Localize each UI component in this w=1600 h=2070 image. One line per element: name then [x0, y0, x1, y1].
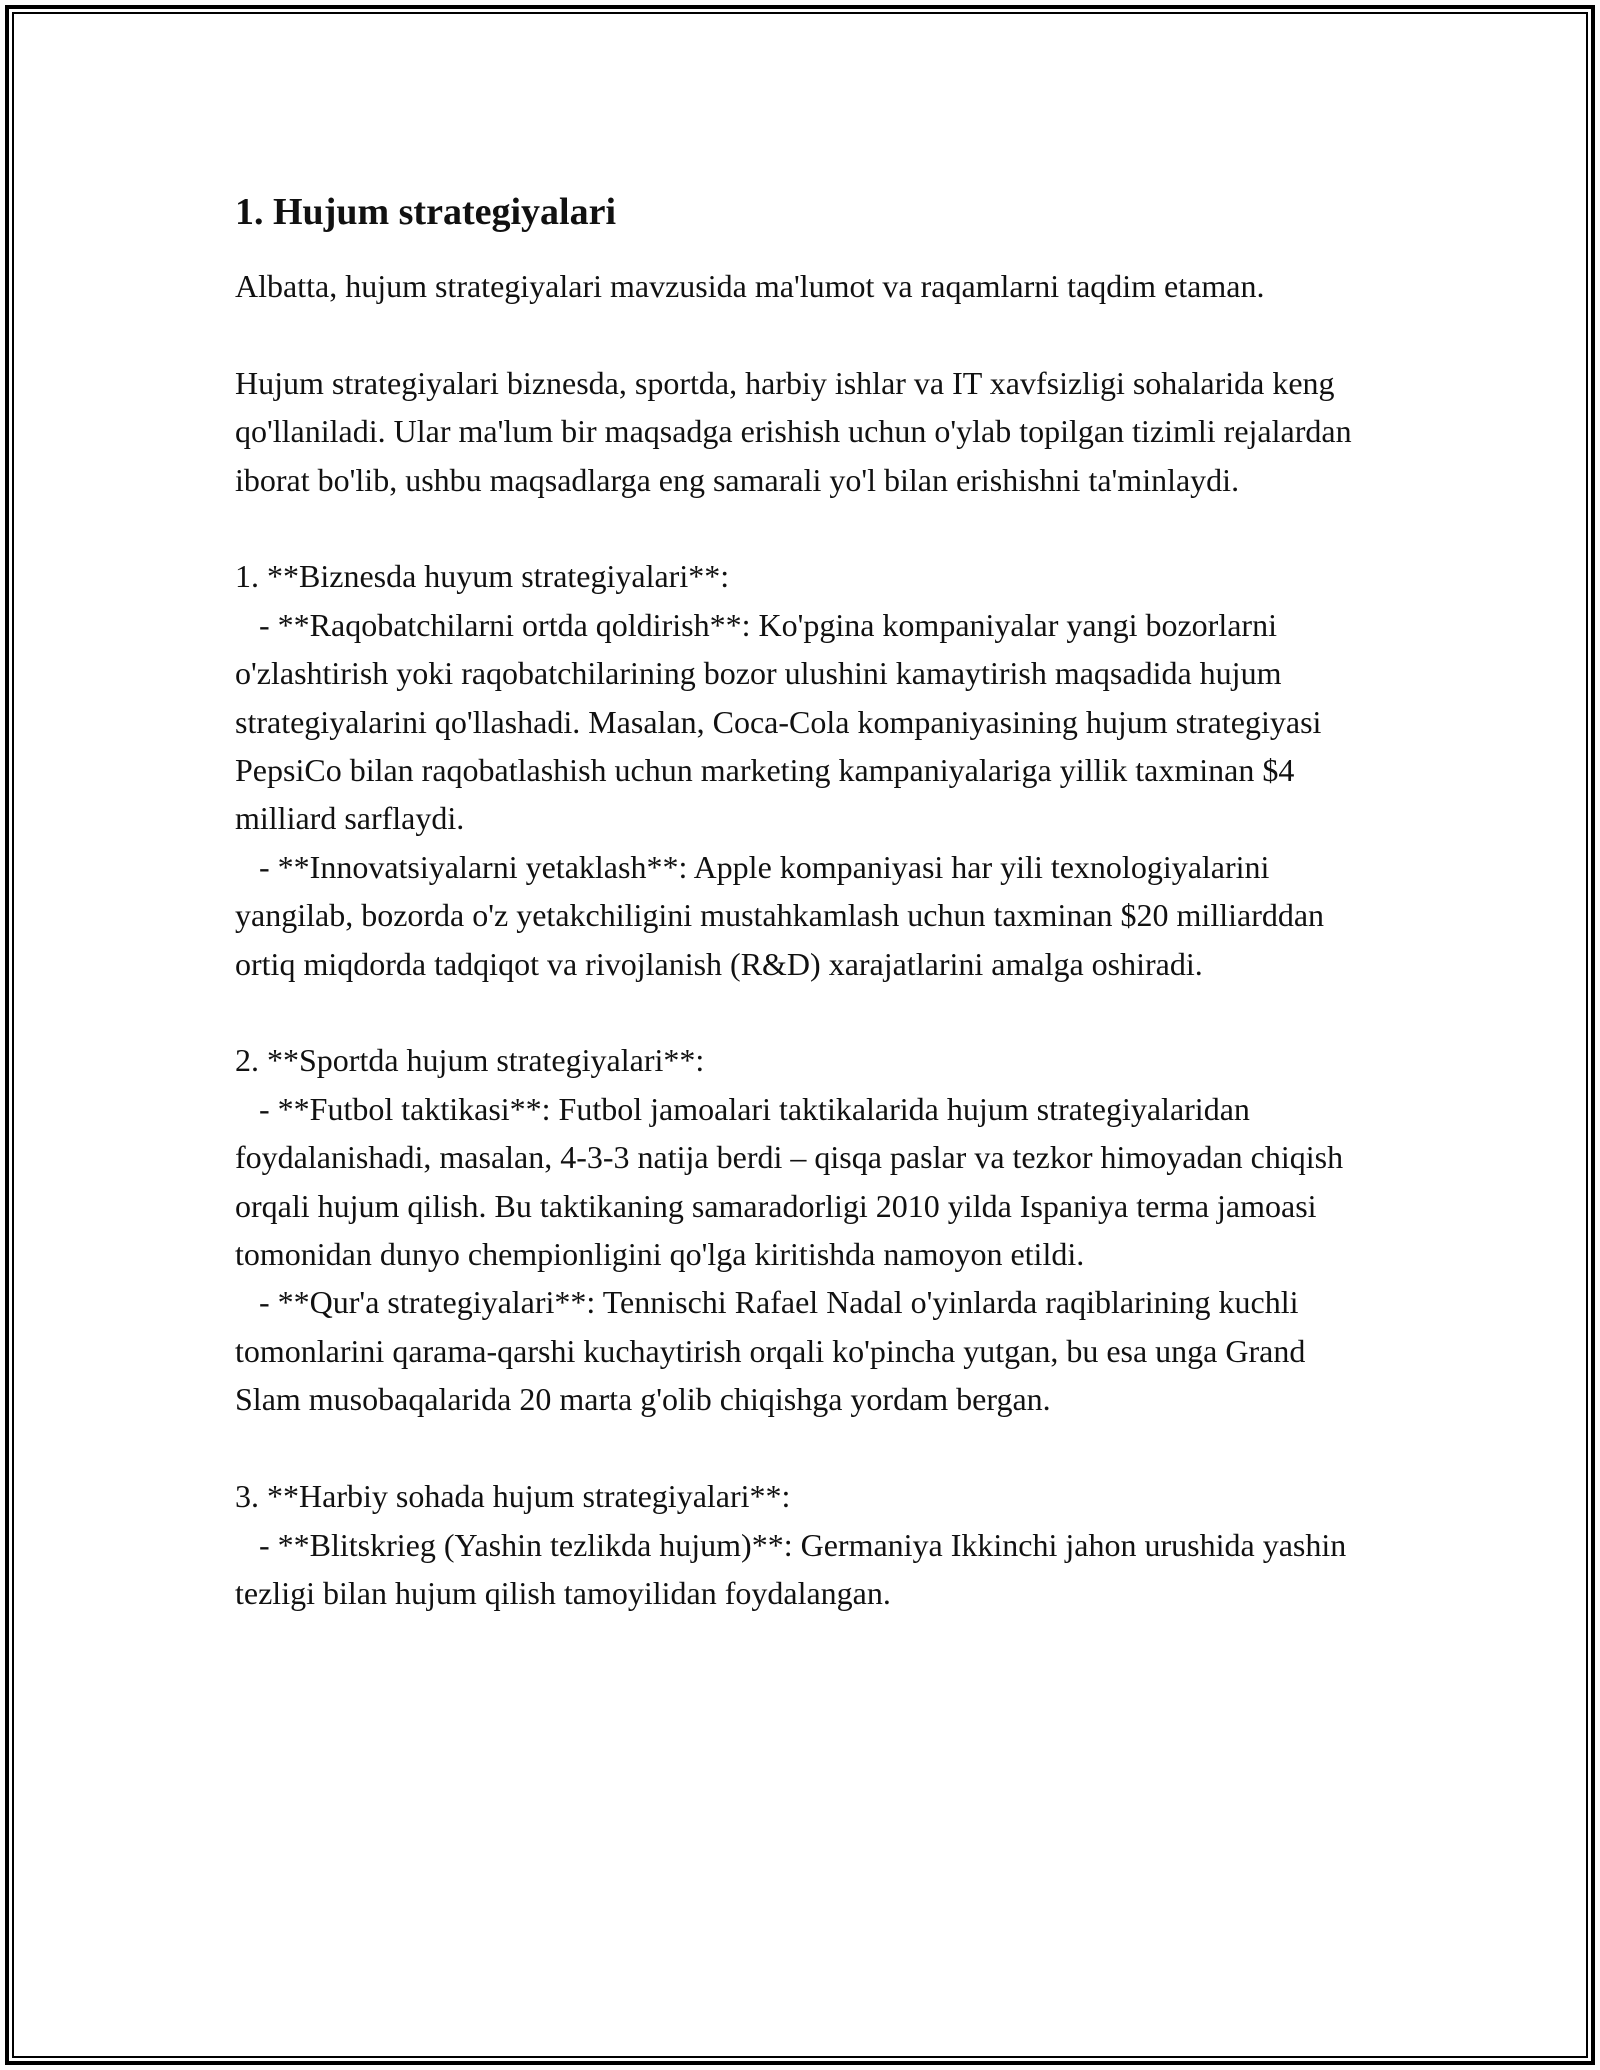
document-title: 1. Hujum strategiyalari	[235, 191, 617, 233]
document-body	[235, 188, 1375, 1617]
section-heading-business: 1. **Biznesda huyum strategiyalari**:	[235, 558, 730, 595]
overview-paragraph: Hujum strategiyalari biznesda, sportda, harbiy ishlar va IT xavfsizligi sohalarida keng qo'llaniladi. Ular ma'lum bir maqsadga erishish uchun o'ylab topilgan tizimli rejalardan iborat bo'lib, ushbu maqsadlarga eng samarali yo'l bilan erishishni ta'minlaydi.	[235, 364, 1360, 498]
list-item-football: - **Futbol taktikasi**: Futbol jamoalari taktikalarida hujum strategiyalaridan foydalanishadi, masalan, 4-3-3 natija berdi – qisqa paslar va tezkor himoyadan chiqish orqali hujum qilish. Bu taktikaning samaradorligi 2010 yilda Ispaniya terma jamoasi tomonidan dunyo chempionligini qo'lga kiritishda namoyon etildi.	[235, 1090, 1352, 1273]
paragraph-spacer	[235, 988, 1375, 1036]
list-item-competitors: - **Raqobatchilarni ortda qoldirish**: Ko'pgina kompaniyalar yangi bozorlarni o'zlashtirish yoki raqobatchilarining bozor ulushini kamaytirish maqsadida hujum strategiyalarini qo'llashadi. Masalan, Coca-Cola kompaniyasining hujum strategiyasi PepsiCo bilan raqobatlashish uchun marketing kampaniyalariga yillik taxminan $4 milliard sarflaydi.	[235, 606, 1330, 837]
intro-paragraph: Albatta, hujum strategiyalari mavzusida ma'lumot va raqamlarni taqdim etaman.	[235, 268, 1265, 304]
paragraph-spacer	[235, 310, 1375, 358]
list-item-tennis: - **Qur'a strategiyalari**: Tennischi Rafael Nadal o'yinlarda raqiblarining kuchli tomonlarini qarama-qarshi kuchaytirish orqali ko'pincha yutgan, bu esa unga Grand Slam musobaqalarida 20 marta g'olib chiqishga yordam bergan.	[235, 1284, 1314, 1418]
list-item-blitzkrieg: - **Blitskrieg (Yashin tezlikda hujum)**: Germaniya Ikkinchi jahon urushida yashin tezligi bilan hujum qilish tamoyilidan foydalangan.	[235, 1526, 1355, 1611]
section-heading-sports: 2. **Sportda hujum strategiyalari**:	[235, 1042, 705, 1079]
paragraph-spacer	[235, 504, 1375, 552]
list-item-innovation: - **Innovatsiyalarni yetaklash**: Apple kompaniyasi har yili texnologiyalarini yangilab, bozorda o'z yetakchiligini mustahkamlash uchun taxminan $20 milliarddan ortiq miqdorda tadqiqot va rivojlanish (R&D) xarajatlarini amalga oshiradi.	[235, 848, 1333, 982]
paragraph-spacer	[235, 1424, 1375, 1472]
section-heading-military: 3. **Harbiy sohada hujum strategiyalari**:	[235, 1478, 791, 1515]
